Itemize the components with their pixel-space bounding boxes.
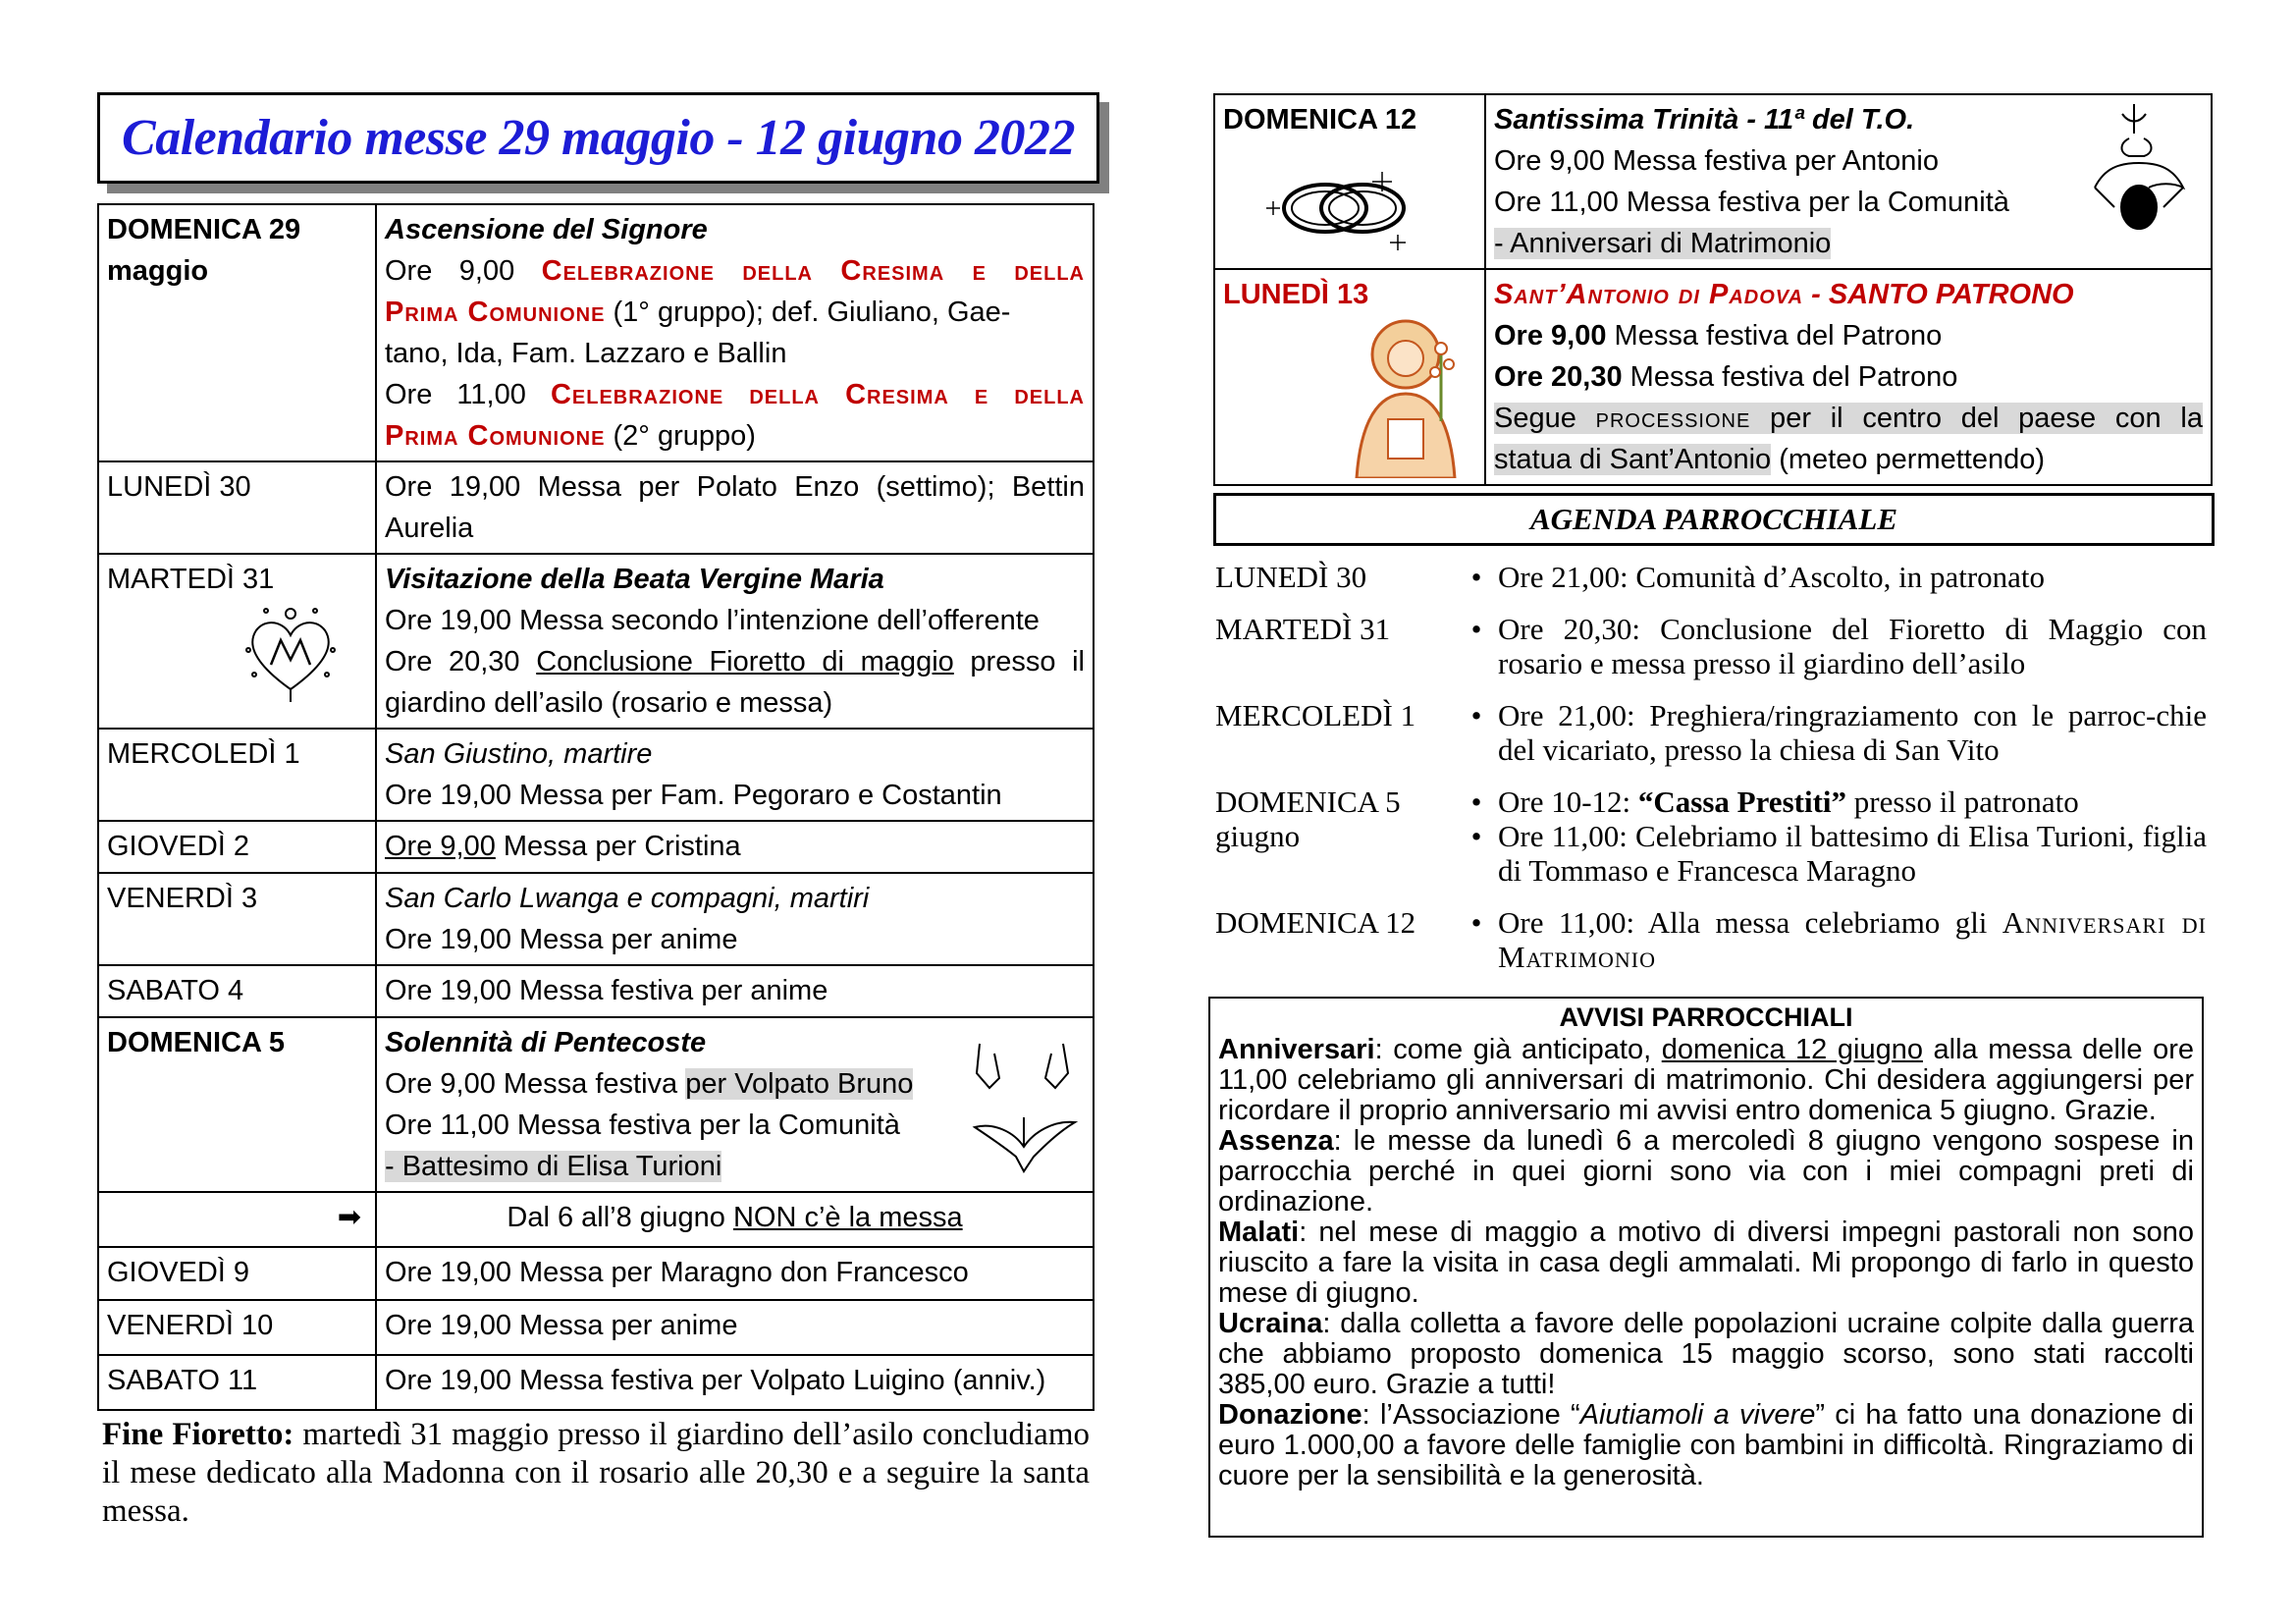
bullet-icon: • bbox=[1470, 698, 1482, 732]
agenda-row bbox=[1215, 905, 2207, 974]
events-cell bbox=[376, 554, 1094, 729]
day-label-2: maggio bbox=[107, 255, 209, 287]
feast-label: San Giustino, martire bbox=[385, 738, 653, 770]
feast-label: Ascensione del Signore bbox=[385, 214, 708, 245]
calendar-table-right bbox=[1213, 93, 2213, 486]
fine-text: martedì 31 maggio presso il giardino dell’asilo concludiamo il mese dedicato alla Madonna con il rosario alle 20,30 e a seguire la santa messa. bbox=[102, 1417, 1090, 1529]
fine-fioretto-note bbox=[102, 1416, 1090, 1531]
event-line: Ore 19,00 Messa per anime bbox=[385, 924, 738, 955]
event-line: Ore 19,00 Messa per Fam. Pegoraro e Costantin bbox=[385, 780, 1002, 811]
event-line: Ore 9,00 Messa festiva per Volpato Bruno bbox=[385, 1068, 914, 1100]
event-line: Ore 19,00 Messa secondo l’intenzione dell’offerente bbox=[385, 605, 1040, 636]
events-cell: Ore 19,00 Messa festiva per Volpato Luigino (anniv.) bbox=[376, 1355, 1094, 1410]
table-row bbox=[1214, 269, 2212, 485]
day-cell bbox=[98, 204, 376, 461]
event-line: Prima Comunione (1° gruppo); def. Giuliano, Gae- bbox=[385, 297, 1011, 328]
agenda-item: • Ore 20,30: Conclusione del Fioretto di Maggio con rosario e messa presso il giardino dell’asilo bbox=[1455, 612, 2207, 680]
table-row bbox=[98, 1247, 1094, 1300]
event-line: Ore 11,00 Messa festiva per la Comunità bbox=[1494, 187, 2009, 218]
event-line: Segue processione per il centro del paese con la bbox=[1494, 403, 2203, 434]
day-label: DOMENICA 29 bbox=[107, 214, 301, 245]
agenda-item: • Ore 10-12: “Cassa Prestiti” presso il patronato bbox=[1455, 785, 2207, 819]
table-row bbox=[98, 1192, 1094, 1247]
agenda-row bbox=[1215, 698, 2207, 767]
event-line: Ore 20,30 Conclusione Fioretto di maggio presso il bbox=[385, 646, 1085, 677]
events-cell: Ore 19,00 Messa per Maragno don Francesco bbox=[376, 1247, 1094, 1300]
feast-label: Santissima Trinità - 11ª del T.O. bbox=[1494, 104, 1915, 135]
table-row bbox=[98, 1300, 1094, 1355]
fine-label: Fine Fioretto: bbox=[102, 1417, 294, 1452]
feast-label: Solennità di Pentecoste bbox=[385, 1027, 707, 1058]
table-row bbox=[1214, 94, 2212, 269]
marian-heart-icon bbox=[237, 596, 345, 704]
events-cell: Ore 19,00 Messa per anime bbox=[376, 1300, 1094, 1355]
saint-anthony-icon bbox=[1347, 313, 1476, 478]
day-cell: SABATO 4 bbox=[98, 965, 376, 1017]
event-line: Ore 9,00 Celebrazione della Cresima e della bbox=[385, 255, 1085, 287]
agenda-item: • Ore 21,00: Preghiera/ringraziamento con le parroc-chie del vicariato, presso la chiesa di San Vito bbox=[1455, 698, 2207, 767]
table-row bbox=[98, 204, 1094, 461]
wedding-rings-icon bbox=[1255, 164, 1421, 252]
feast-label: Sant’Antonio di Padova - SANTO PATRONO bbox=[1494, 279, 2074, 310]
agenda-item: • Ore 21,00: Comunità d’Ascolto, in patronato bbox=[1455, 560, 2207, 594]
day-cell: DOMENICA 5 bbox=[98, 1017, 376, 1192]
events-cell bbox=[1485, 269, 2212, 485]
agenda-row bbox=[1215, 612, 2207, 680]
events-cell bbox=[376, 729, 1094, 821]
event-line: Ore 11,00 Celebrazione della Cresima e della bbox=[385, 379, 1085, 410]
event-line: tano, Ida, Fam. Lazzaro e Ballin bbox=[385, 338, 787, 369]
avviso-ucraina: Ucraina: dalla colletta a favore delle popolazioni ucraine colpite dalla guerra che abbiamo proposto domenica 15 maggio scorso, sono stati raccolti 385,00 euro. Grazie a tutti! bbox=[1218, 1308, 2194, 1400]
events-cell: Ore 19,00 Messa per Polato Enzo (settimo); Bettin Aurelia bbox=[376, 461, 1094, 554]
event-line: Ore 20,30 Messa festiva del Patrono bbox=[1494, 361, 1958, 393]
event-line: - Anniversari di Matrimonio bbox=[1494, 228, 1832, 259]
agenda-day: MERCOLEDÌ 1 bbox=[1215, 698, 1416, 732]
event-line: Ore 9,00 Messa festiva del Patrono bbox=[1494, 320, 1943, 352]
table-row bbox=[98, 554, 1094, 729]
events-cell bbox=[376, 873, 1094, 965]
agenda-row bbox=[1215, 785, 2207, 888]
table-row bbox=[98, 965, 1094, 1017]
table-row bbox=[98, 461, 1094, 554]
table-row bbox=[98, 729, 1094, 821]
bullet-icon: • bbox=[1470, 819, 1482, 853]
bullet-icon: • bbox=[1470, 560, 1482, 594]
event-line: Ore 11,00 Messa festiva per la Comunità bbox=[385, 1110, 900, 1141]
bullet-icon: • bbox=[1470, 905, 1482, 940]
agenda-item: • Ore 11,00: Alla messa celebriamo gli Anniversari di Matrimonio bbox=[1455, 905, 2207, 974]
agenda-list bbox=[1215, 560, 2207, 992]
feast-label: San Carlo Lwanga e compagni, martiri bbox=[385, 883, 870, 914]
day-cell: DOMENICA 12 bbox=[1214, 94, 1485, 269]
table-row bbox=[98, 1355, 1094, 1410]
holy-spirit-dove-icon bbox=[965, 1034, 1083, 1181]
agenda-row bbox=[1215, 560, 2207, 594]
events-cell: Ore 9,00 Messa per Cristina bbox=[376, 821, 1094, 873]
calendar-table-left bbox=[97, 203, 1095, 1411]
agenda-title: AGENDA PARROCCHIALE bbox=[1213, 493, 2215, 546]
day-cell: LUNEDÌ 30 bbox=[98, 461, 376, 554]
page-title: Calendario messe 29 maggio - 12 giugno 2022 bbox=[122, 110, 1075, 166]
table-row bbox=[98, 1017, 1094, 1192]
avviso-anniversari: Anniversari: come già anticipato, domenica 12 giugno alla messa delle ore 11,00 celebriamo gli anniversari di matrimonio. Chi desidera aggiungersi per ricordare il proprio anniversario mi avvisi entro domenica 5 giugno. Grazie. bbox=[1218, 1034, 2194, 1126]
day-cell: VENERDÌ 10 bbox=[98, 1300, 376, 1355]
agenda-day: MARTEDÌ 31 bbox=[1215, 612, 1391, 646]
events-cell: Dal 6 all’8 giugno NON c’è la messa bbox=[376, 1192, 1094, 1247]
bullet-icon: • bbox=[1470, 785, 1482, 819]
event-line: - Battesimo di Elisa Turioni bbox=[385, 1151, 722, 1182]
event-line: Ore 9,00 Messa festiva per Antonio bbox=[1494, 145, 1939, 177]
table-row bbox=[98, 873, 1094, 965]
page-title-box bbox=[97, 92, 1099, 184]
event-line: statua di Sant’Antonio (meteo permettendo) bbox=[1494, 444, 2046, 475]
avviso-malati: Malati: nel mese di maggio a motivo di diversi impegni pastorali non sono riuscito a fare la visita in casa degli ammalati. Mi propongo di farlo in questo mese di giugno. bbox=[1218, 1217, 2194, 1309]
agenda-day: DOMENICA 5 giugno bbox=[1215, 785, 1401, 853]
event-line: giardino dell’asilo (rosario e messa) bbox=[385, 687, 833, 719]
day-cell: GIOVEDÌ 9 bbox=[98, 1247, 376, 1300]
feast-label: Visitazione della Beata Vergine Maria bbox=[385, 564, 884, 595]
bullet-icon: • bbox=[1470, 612, 1482, 646]
events-cell bbox=[376, 1017, 1094, 1192]
day-cell: MARTEDÌ 31 bbox=[98, 554, 376, 729]
table-row bbox=[98, 821, 1094, 873]
day-cell: MERCOLEDÌ 1 bbox=[98, 729, 376, 821]
event-line: Prima Comunione (2° gruppo) bbox=[385, 420, 756, 452]
events-cell bbox=[376, 204, 1094, 461]
arrow-icon: ➡ bbox=[98, 1192, 376, 1247]
agenda-item: • Ore 11,00: Celebriamo il battesimo di Elisa Turioni, figlia di Tommaso e Francesca Maragno bbox=[1455, 819, 2207, 888]
agenda-day: LUNEDÌ 30 bbox=[1215, 560, 1367, 594]
avviso-donazione: Donazione: l’Associazione “Aiutiamoli a vivere” ci ha fatto una donazione di euro 1.000,00 a favore delle famiglie con bambini in difficoltà. Ringraziamo di cuore per la sensibilità e la generosità. bbox=[1218, 1399, 2194, 1491]
day-cell: VENERDÌ 3 bbox=[98, 873, 376, 965]
events-cell: Ore 19,00 Messa festiva per anime bbox=[376, 965, 1094, 1017]
trinity-icon bbox=[2075, 99, 2203, 237]
day-cell: LUNEDÌ 13 bbox=[1214, 269, 1485, 485]
avvisi-title: AVVISI PARROCCHIALI bbox=[1559, 1002, 1853, 1032]
events-cell bbox=[1485, 94, 2212, 269]
day-cell: GIOVEDÌ 2 bbox=[98, 821, 376, 873]
avviso-assenza: Assenza: le messe da lunedì 6 a mercoledì 8 giugno vengono sospese in parrocchia perché in quei giorni sono via con i miei compagni preti di ordinazione. bbox=[1218, 1125, 2194, 1218]
avvisi-box bbox=[1208, 997, 2204, 1538]
day-cell: SABATO 11 bbox=[98, 1355, 376, 1410]
agenda-day: DOMENICA 12 bbox=[1215, 905, 1416, 940]
